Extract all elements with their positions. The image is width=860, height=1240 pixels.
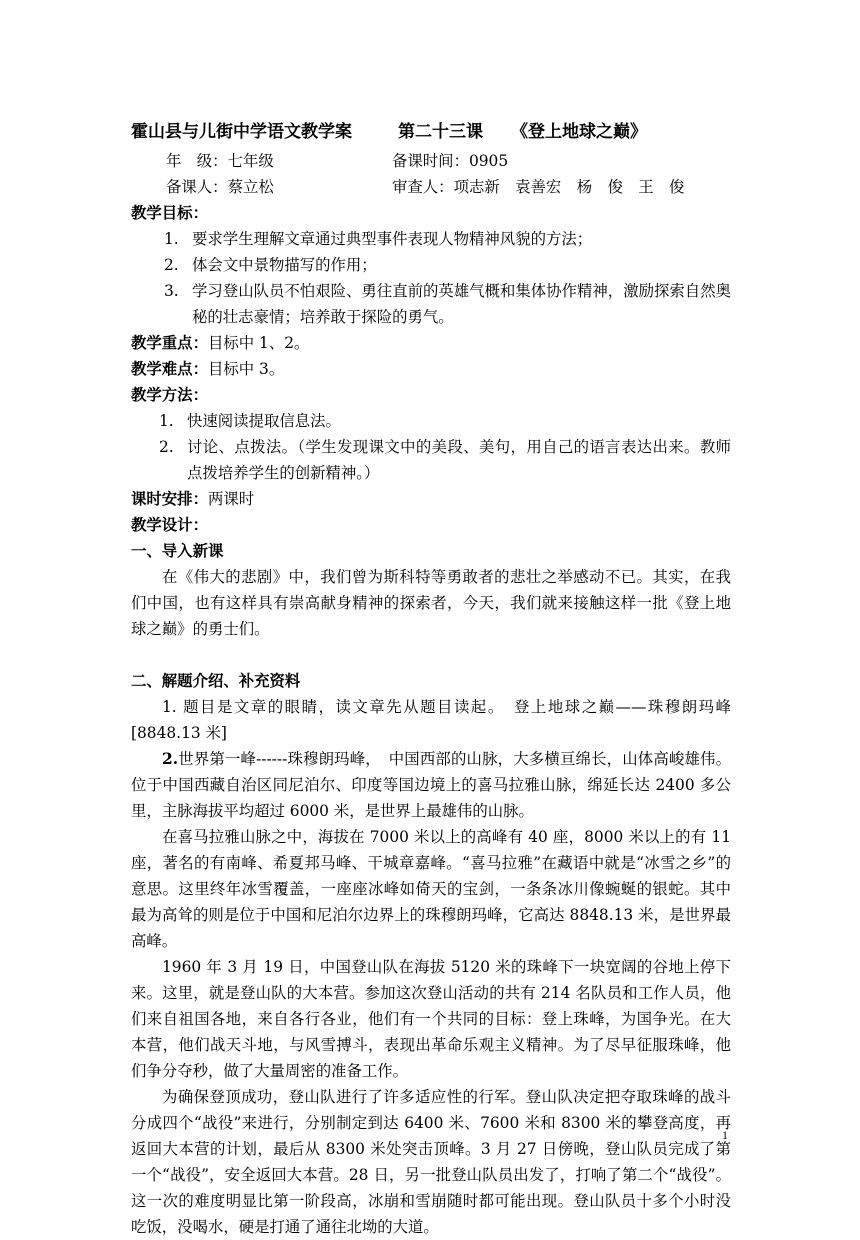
schedule-label: 课时安排：: [131, 490, 208, 508]
page-title: [131, 118, 731, 146]
list-number: 3.: [164, 282, 179, 300]
section2-paragraph-5: 为确保登顶成功，登山队进行了许多适应性的行军。登山队决定把夺取珠峰的战斗分成四个“战役”来进行，分别制定到达 6400 米、7600 米和 8300 米的攀登高度，再返回大本营的计划，最后从 8300 米处突击顶峰。3 月 27 日傍晚，登山队员完成了第一个“战役”，安全返回大本营。28 日，另一批登山队员出发了，打响了第二个“战役”。这一次的难度明显比第一阶段高，冰崩和雪崩随时都可能出现。登山队员十多个小时没吃饭，没喝水，硬是打通了通往北坳的大道。: [131, 1088, 731, 1236]
key-points-row: [131, 330, 731, 356]
list-number: 2.: [164, 256, 179, 274]
list-item: [159, 408, 731, 434]
difficulties-label: 教学难点：: [131, 360, 208, 378]
list-item: [159, 434, 731, 486]
reviewers-field: 审查人：项志新 袁善宏 杨 俊 王 俊: [392, 178, 685, 196]
goals-heading: 教学目标：: [131, 204, 208, 222]
difficulties-value: 目标中 3。: [207, 360, 285, 378]
meta-row-1: [131, 148, 731, 174]
methods-list: [131, 408, 731, 486]
spacer: [131, 642, 731, 668]
school-title: 霍山县与儿街中学语文教学案: [131, 122, 352, 142]
list-text: 要求学生理解文章通过典型事件表现人物精神风貌的方法；: [192, 230, 593, 248]
paragraph-number: 2.: [162, 750, 179, 768]
list-text: 讨论、点拨法。（学生发现课文中的美段、美句，用自己的语言表达出来。教师点拨培养学生的创新精神。）: [187, 438, 731, 482]
list-text: 体会文中景物描写的作用；: [192, 256, 377, 274]
paragraph-text: 世界第一峰------珠穆朗玛峰， 中国西部的山脉，大多横亘绵长，山体高峻雄伟。位于中国西藏自治区同尼泊尔、印度等国边境上的喜马拉雅山脉，绵延长达 2400 多公里，主脉海拔平均超过 6000 米，是世界上最雄伟的山脉。: [131, 750, 731, 820]
list-number: 1.: [164, 230, 179, 248]
schedule-value: 两课时: [207, 490, 255, 508]
list-item: [164, 226, 731, 252]
key-points-label: 教学重点：: [131, 334, 208, 352]
prep-time-field: 备课时间：0905: [392, 152, 509, 170]
section2-paragraph-3: 在喜马拉雅山脉之中，海拔在 7000 米以上的高峰有 40 座，8000 米以上的有 11 座，著名的有南峰、希夏邦马峰、干城章嘉峰。“喜马拉雅”在藏语中就是“冰雪之乡”的意思。这里终年冰雪覆盖，一座座冰峰如倚天的宝剑，一条条冰川像蜿蜒的银蛇。其中最为高耸的则是位于中国和尼泊尔边界上的珠穆朗玛峰，它高达 8848.13 米，是世界最高峰。: [131, 828, 731, 950]
grade-field: 年 级：七年级: [166, 152, 274, 170]
difficulties-row: [131, 356, 731, 382]
list-text: 学习登山队员不怕艰险、勇往直前的英雄气概和集体协作精神，激励探索自然奥秘的壮志豪情；培养敢于探险的勇气。: [192, 282, 731, 326]
methods-heading: 教学方法：: [131, 386, 208, 404]
section2-paragraph-1: 1. 题目是文章的眼睛，读文章先从题目读起。 登上地球之巅——珠穆朗玛峰[8848.13 米]: [131, 698, 731, 742]
list-item: [164, 252, 731, 278]
page-number: 1: [722, 1128, 728, 1142]
preparer-field: 备课人：蔡立松: [166, 178, 274, 196]
schedule-row: [131, 486, 731, 512]
section2-paragraph-2: [131, 746, 731, 824]
section2-paragraph-4: 1960 年 3 月 19 日，中国登山队在海拔 5120 米的珠峰下一块宽阔的谷地上停下来。这里，就是登山队的大本营。参加这次登山活动的共有 214 名队员和工作人员，他们来自祖国各地，来自各行各业，他们有一个共同的目标：登上珠峰，为国争光。在大本营，他们战天斗地，与风雪搏斗，表现出革命乐观主义精神。为了尽早征服珠峰，他们争分夺秒，做了大量周密的准备工作。: [131, 958, 731, 1080]
goals-list: [131, 226, 731, 330]
meta-row-2: [131, 174, 731, 200]
section1-heading: 一、导入新课: [131, 542, 224, 560]
key-points-value: 目标中 1、2。: [207, 334, 310, 352]
list-number: 2.: [159, 438, 174, 456]
lesson-plan-body: [131, 118, 731, 1240]
list-item: [164, 278, 731, 330]
list-text: 快速阅读提取信息法。: [187, 412, 341, 430]
section2-heading: 二、解题介绍、补充资料: [131, 672, 301, 690]
section1-paragraph: 在《伟大的悲剧》中，我们曾为斯科特等勇敢者的悲壮之举感动不已。其实，在我们中国，也有这样具有崇高献身精神的探索者，今天，我们就来接触这样一批《登上地球之巅》的勇士们。: [131, 568, 731, 638]
lesson-number: 第二十三课: [398, 122, 483, 142]
list-number: 1.: [159, 412, 174, 430]
design-heading: 教学设计：: [131, 516, 208, 534]
lesson-name: 《登上地球之巅》: [511, 122, 647, 142]
